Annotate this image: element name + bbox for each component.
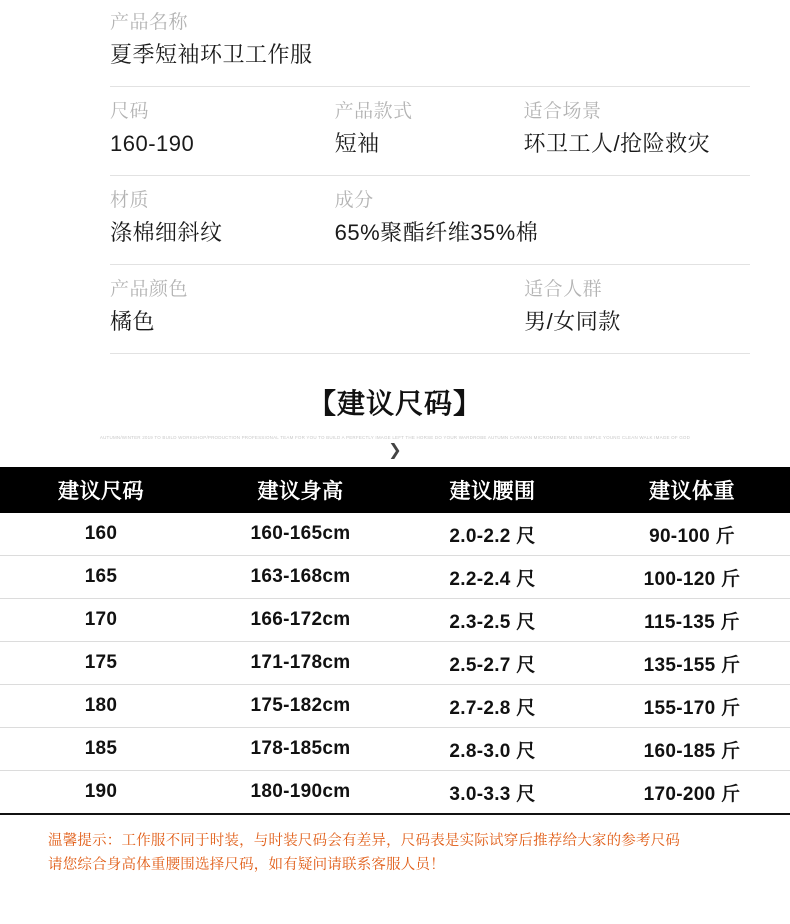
table-cell: 178-185cm (202, 728, 399, 771)
table-row (0, 728, 790, 771)
table-cell: 135-155 斤 (586, 642, 790, 685)
table-cell: 170 (0, 599, 202, 642)
table-cell: 166-172cm (202, 599, 399, 642)
table-cell: 2.5-2.7 尺 (399, 642, 586, 685)
spec-value: 涤棉细斜纹 (110, 220, 223, 245)
table-cell: 180 (0, 685, 202, 728)
spec-label: 材质 (110, 190, 150, 211)
spec-label: 产品款式 (334, 101, 413, 122)
spec-cell-material (110, 186, 335, 250)
decorative-micro-text: AUTUMN/WINTER 2019 TO BUILD WORKSHOP/PRODUCTION PROFESSIONAL TEAM FOR YOU TO BUILD A PERFECTLY IMAGE LEFT THE HORSE DO YOUR WARDROBE AUTUMN CARAVAN MICROMERGE MENS SIMPLE YOUNG CLEAN WALK IMAGE OF GOD (99, 435, 691, 440)
section-title: 【建议尺码】 (307, 388, 482, 419)
table-header-cell: 建议身高 (202, 467, 399, 513)
table-cell: 3.0-3.3 尺 (399, 771, 586, 815)
footer-note-line-2: 请您综合身高体重腰围选择尺码，如有疑问请联系客服人员！ (48, 857, 445, 873)
table-cell: 160 (0, 513, 202, 556)
footer-note-line-1: 温馨提示：工作服不同于时装，与时装尺码会有差异，尺码表是实际试穿后推荐给大家的参考尺码 (48, 833, 681, 849)
table-cell: 2.8-3.0 尺 (399, 728, 586, 771)
spec-value: 160-190 (110, 131, 195, 156)
table-cell: 155-170 斤 (586, 685, 790, 728)
spec-row (110, 87, 750, 176)
spec-cell-composition (335, 186, 750, 250)
table-cell: 180-190cm (202, 771, 399, 815)
spec-label: 适合人群 (524, 279, 603, 300)
table-header-row (0, 467, 790, 513)
table-row (0, 513, 790, 556)
table-cell: 163-168cm (202, 556, 399, 599)
size-table (0, 467, 790, 815)
table-cell: 2.2-2.4 尺 (399, 556, 586, 599)
spec-label: 尺码 (110, 101, 150, 122)
spec-label: 产品名称 (110, 12, 189, 33)
spec-value: 环卫工人/抢险救灾 (523, 131, 711, 156)
spec-label: 适合场景 (523, 101, 602, 122)
spec-label: 产品颜色 (110, 279, 189, 300)
spec-cell-scene (523, 97, 750, 161)
table-cell: 2.3-2.5 尺 (399, 599, 586, 642)
spec-row (110, 176, 750, 265)
chevron-down-icon: ❯ (388, 440, 402, 459)
spec-value: 橘色 (110, 309, 156, 334)
spec-row (110, 0, 750, 87)
table-cell: 171-178cm (202, 642, 399, 685)
table-cell: 160-185 斤 (586, 728, 790, 771)
spec-cell-product-name (110, 8, 750, 72)
table-row (0, 642, 790, 685)
spec-cell-audience (524, 275, 750, 339)
table-cell: 2.0-2.2 尺 (399, 513, 586, 556)
table-row (0, 556, 790, 599)
table-cell: 170-200 斤 (586, 771, 790, 815)
spec-value: 男/女同款 (524, 309, 621, 334)
table-cell: 175 (0, 642, 202, 685)
table-cell: 2.7-2.8 尺 (399, 685, 586, 728)
table-row (0, 685, 790, 728)
spec-row (110, 265, 750, 354)
table-cell: 165 (0, 556, 202, 599)
table-header-cell: 建议尺码 (0, 467, 202, 513)
spec-value: 短袖 (334, 131, 380, 156)
table-row (0, 771, 790, 815)
spec-block (110, 0, 750, 354)
table-cell: 175-182cm (202, 685, 399, 728)
footer-note (0, 829, 790, 877)
table-cell: 100-120 斤 (586, 556, 790, 599)
spec-cell-style (335, 97, 524, 161)
spec-label: 成分 (334, 190, 374, 211)
table-cell: 190 (0, 771, 202, 815)
spec-value: 夏季短袖环卫工作服 (110, 42, 313, 67)
spec-cell-size (110, 97, 335, 161)
spec-value: 65%聚酯纤维35%棉 (334, 220, 539, 245)
table-row (0, 599, 790, 642)
spec-cell-color (110, 275, 524, 339)
table-cell: 185 (0, 728, 202, 771)
table-header-cell: 建议腰围 (399, 467, 586, 513)
table-cell: 115-135 斤 (586, 599, 790, 642)
table-header-cell: 建议体重 (586, 467, 790, 513)
table-cell: 90-100 斤 (586, 513, 790, 556)
table-cell: 160-165cm (202, 513, 399, 556)
